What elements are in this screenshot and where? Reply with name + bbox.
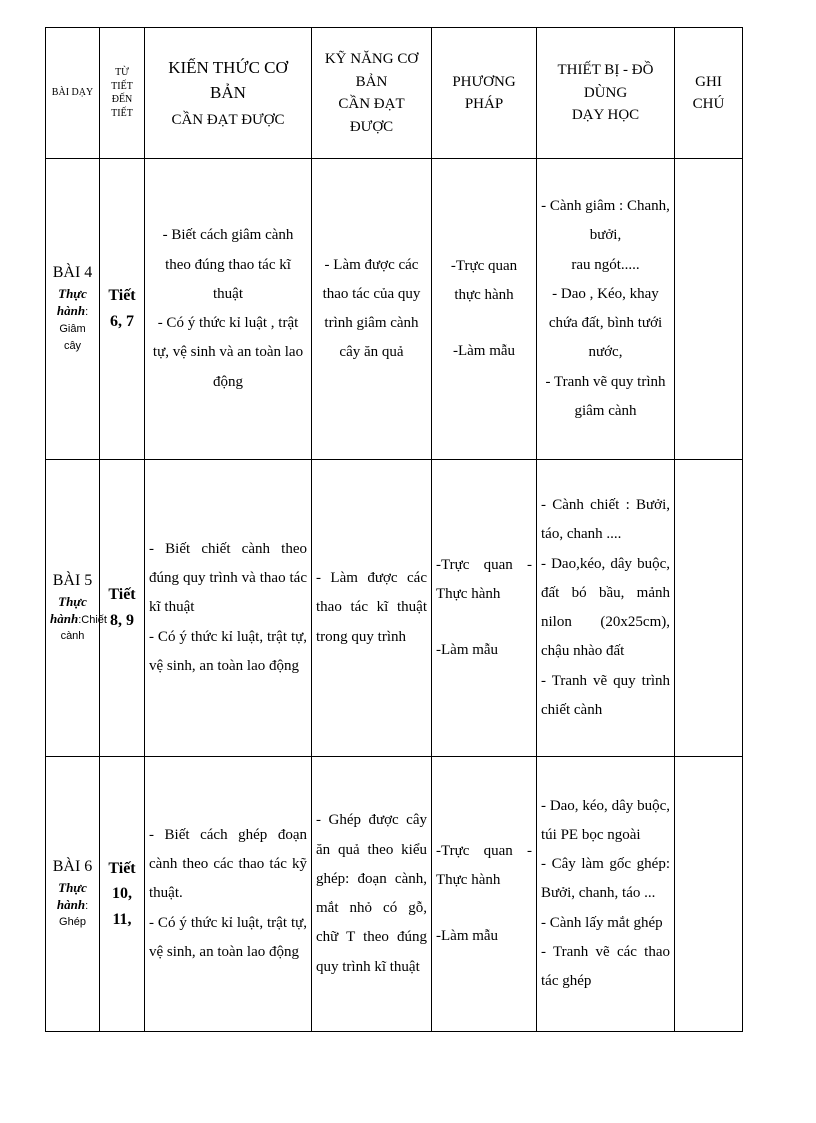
knowledge-cell: - Biết cách ghép đoạn cành theo các thao tác kỹ thuật. - Có ý thức kỉ luật, trật tự, vệ sinh, an toàn lao động [145, 757, 312, 1032]
table-row [46, 757, 743, 1032]
header-ky-nang: KỸ NĂNG CƠ BẢN CẦN ĐẠT ĐƯỢC [312, 28, 432, 159]
table-row [46, 460, 743, 757]
equipment-cell: - Cành chiết : Bưởi, táo, chanh .... - Dao,kéo, dây buộc, đất bó bầu, mảnh nilon (20x25cm), chậu nhào đất - Tranh vẽ quy trình chiết cành [537, 460, 675, 757]
equipment-cell: - Cành giâm : Chanh, bưởi, rau ngót..... - Dao , Kéo, khay chứa đất, bình tưới nước, - Tranh vẽ quy trình giâm cành [537, 159, 675, 460]
skill-cell: - Làm được các thao tác của quy trình giâm cành cây ăn quả [312, 159, 432, 460]
period-cell: Tiết 8, 9 [100, 460, 145, 757]
equipment-cell: - Dao, kéo, dây buộc, túi PE bọc ngoài - Cây làm gốc ghép: Bưởi, chanh, táo ... - Cành lấy mắt ghép - Tranh vẽ các thao tác ghép [537, 757, 675, 1032]
note-cell [675, 757, 743, 1032]
note-cell [675, 159, 743, 460]
lesson-cell: BÀI 4 Thực hành: Giâm cây [46, 159, 100, 460]
knowledge-cell: - Biết chiết cành theo đúng quy trình và thao tác kĩ thuật - Có ý thức kỉ luật, trật tự, vệ sinh, an toàn lao động [145, 460, 312, 757]
note-cell [675, 460, 743, 757]
header-tu-tiet: TỪ TIẾT ĐẾN TIẾT [100, 28, 145, 159]
skill-cell: - Làm được các thao tác kĩ thuật trong quy trình [312, 460, 432, 757]
table-row [46, 159, 743, 460]
header-ghi-chu: GHI CHÚ [675, 28, 743, 159]
header-row [46, 28, 743, 159]
header-phuong-phap: PHƯƠNG PHÁP [432, 28, 537, 159]
method-cell: -Trực quan - Thực hành -Làm mẫu [432, 757, 537, 1032]
header-bai-day: BÀI DẠY [46, 28, 100, 159]
header-kien-thuc: KIẾN THỨC CƠ BẢN CẦN ĐẠT ĐƯỢC [145, 28, 312, 159]
skill-cell: - Ghép được cây ăn quả theo kiểu ghép: đoạn cành, mắt nhỏ có gỗ, chữ T theo đúng quy trình kĩ thuật [312, 757, 432, 1032]
knowledge-cell: - Biết cách giâm cành theo đúng thao tác kĩ thuật - Có ý thức kỉ luật , trật tự, vệ sinh và an toàn lao động [145, 159, 312, 460]
header-thiet-bi: THIẾT BỊ - ĐỒ DÙNG DẠY HỌC [537, 28, 675, 159]
method-cell: -Trực quan - Thực hành -Làm mẫu [432, 460, 537, 757]
method-cell: -Trực quan thực hành -Làm mẫu [432, 159, 537, 460]
period-cell: Tiết 6, 7 [100, 159, 145, 460]
period-cell: Tiết 10, 11, [100, 757, 145, 1032]
lesson-cell: BÀI 5 Thực hành:Chiết cành [46, 460, 100, 757]
lesson-cell: BÀI 6 Thực hành: Ghép [46, 757, 100, 1032]
lesson-plan-table [45, 27, 743, 1032]
